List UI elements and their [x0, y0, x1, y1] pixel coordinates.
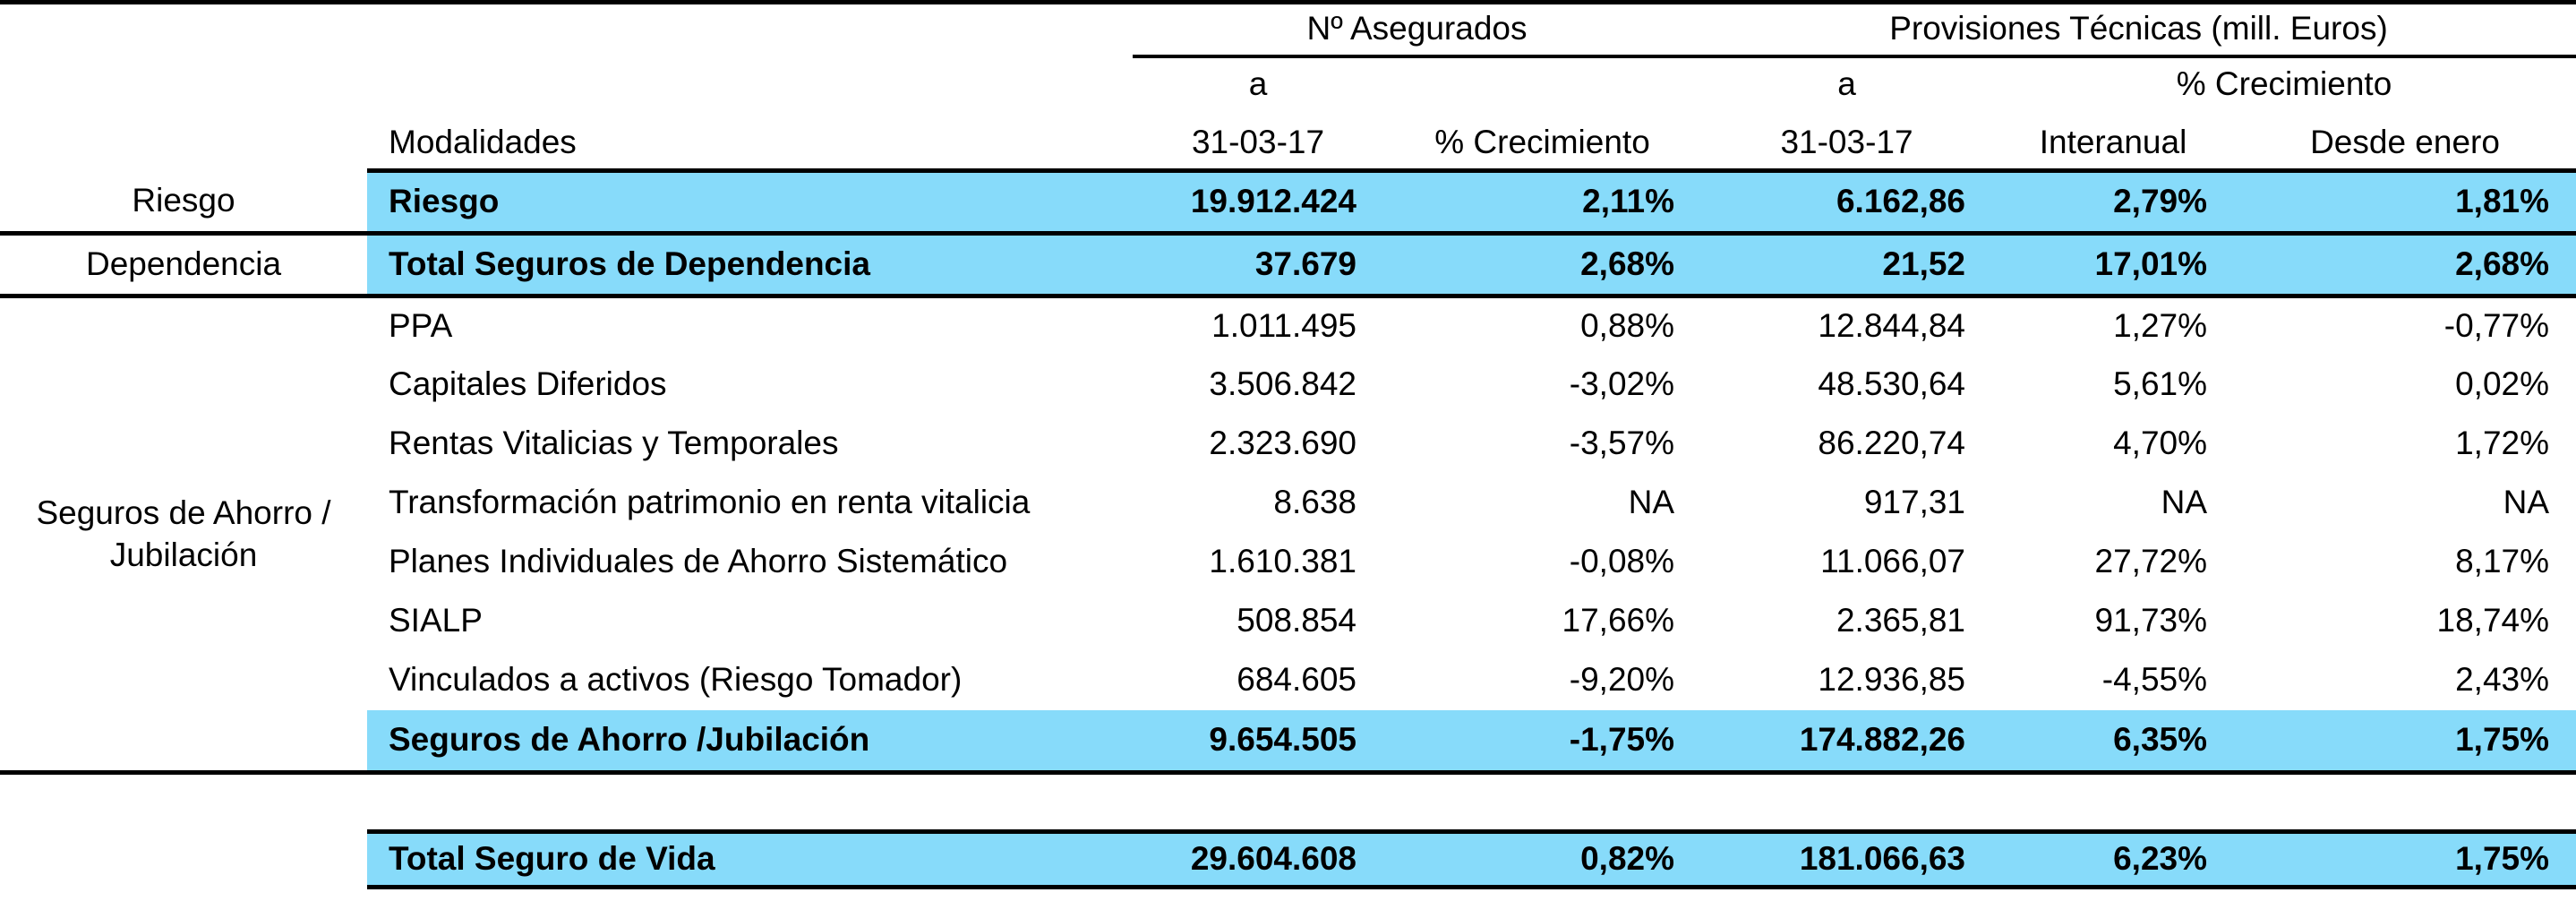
cell-desde-enero: 8,17% [2455, 543, 2550, 580]
cell-interanual: 2,79% [1992, 171, 2234, 234]
cell-interanual: 5,61% [2113, 365, 2208, 403]
cell-provisiones: 6.162,86 [1701, 171, 1992, 234]
table-row-transformacion [0, 474, 2576, 533]
cell-interanual: 27,72% [2094, 543, 2208, 580]
cell-desde-enero: 0,02% [2455, 365, 2550, 403]
empty-cell [0, 56, 367, 112]
cell-interanual: 6,23% [1992, 832, 2234, 888]
cell-interanual: 4,70% [2113, 425, 2208, 462]
row-label: Rentas Vitalicias y Temporales [389, 425, 839, 462]
row-label: PPA [389, 307, 453, 345]
cell-pct-crecimiento: -9,20% [1569, 661, 1675, 699]
header-interanual: Interanual [1992, 112, 2234, 171]
cell-n-asegurados: 37.679 [1133, 234, 1383, 296]
cell-desde-enero: -0,77% [2443, 307, 2550, 345]
cell-pct-crecimiento: -0,08% [1569, 543, 1675, 580]
cell-desde-enero: 1,75% [2234, 832, 2576, 888]
row-label: Vinculados a activos (Riesgo Tomador) [389, 661, 963, 699]
table-row-riesgo [0, 171, 2576, 234]
cell-provisiones: 174.882,26 [1701, 710, 1992, 773]
header-group-row [0, 3, 2576, 56]
header-date-asegurados: 31-03-17 [1133, 112, 1383, 171]
cell-pct-crecimiento: NA [1628, 484, 1675, 521]
table-row-ppa [0, 296, 2576, 356]
cell-n-asegurados: 8.638 [1273, 484, 1356, 521]
cell-interanual: 1,27% [2113, 307, 2208, 345]
table-row-planes-individuales [0, 533, 2576, 592]
row-label: Transformación patrimonio en renta vitalicia [389, 484, 1031, 521]
cell-provisiones: 21,52 [1701, 234, 1992, 296]
cell-n-asegurados: 9.654.505 [1133, 710, 1383, 773]
empty-cell [1133, 773, 1383, 832]
cell-n-asegurados: 684.605 [1237, 661, 1356, 699]
spacer-row [0, 773, 2576, 832]
cell-provisiones: 11.066,07 [1820, 543, 1966, 580]
cell-interanual: 6,35% [1992, 710, 2234, 773]
row-label: Capitales Diferidos [389, 365, 667, 403]
table-row-sialp [0, 592, 2576, 651]
group-header-asegurados: Nº Asegurados [1133, 3, 1701, 56]
cell-n-asegurados: 2.323.690 [1209, 425, 1356, 462]
category-ahorro-line1: Seguros de Ahorro / [36, 494, 331, 532]
row-label: Total Seguros de Dependencia [367, 234, 1133, 296]
empty-cell [1383, 773, 1701, 832]
cell-provisiones: 917,31 [1863, 484, 1966, 521]
table-row-ahorro-subtotal [0, 710, 2576, 773]
header-modalidades: Modalidades [367, 112, 1133, 171]
cell-provisiones: 48.530,64 [1818, 365, 1966, 403]
empty-cell [367, 3, 1133, 56]
cell-n-asegurados: 29.604.608 [1133, 832, 1383, 888]
table-row-dependencia [0, 234, 2576, 296]
header-sub-row-2 [0, 112, 2576, 171]
header-growth-asegurados: % Crecimiento [1383, 112, 1701, 171]
header-desde-enero: Desde enero [2234, 112, 2576, 171]
empty-cell [367, 56, 1133, 112]
cell-n-asegurados: 1.011.495 [1211, 307, 1356, 345]
cell-pct-crecimiento: -3,57% [1569, 425, 1675, 462]
cell-n-asegurados: 508.854 [1237, 602, 1356, 639]
cell-pct-crecimiento: 17,66% [1562, 602, 1675, 639]
header-growth-group: % Crecimiento [2176, 65, 2392, 103]
group-header-provisiones: Provisiones Técnicas (mill. Euros) [1701, 3, 2576, 56]
cell-provisiones: 12.844,84 [1818, 307, 1966, 345]
empty-cell [0, 3, 367, 56]
cell-desde-enero: 1,81% [2234, 171, 2576, 234]
cell-interanual: 17,01% [1992, 234, 2234, 296]
cell-interanual: NA [2161, 484, 2208, 521]
cell-provisiones: 12.936,85 [1818, 661, 1966, 699]
cell-provisiones: 2.365,81 [1836, 602, 1966, 639]
cell-n-asegurados: 19.912.424 [1133, 171, 1383, 234]
cell-pct-crecimiento: 0,82% [1383, 832, 1701, 888]
cell-desde-enero: 1,72% [2455, 425, 2550, 462]
table-row-vinculados [0, 651, 2576, 710]
empty-cell [0, 773, 367, 832]
empty-cell [1701, 773, 1992, 832]
empty-cell [0, 112, 367, 171]
category-riesgo: Riesgo [0, 171, 367, 234]
header-a-provisiones: a [1837, 65, 1856, 103]
cell-pct-crecimiento: 2,11% [1383, 171, 1701, 234]
row-label: Planes Individuales de Ahorro Sistemático [389, 543, 1008, 580]
category-ahorro-jubilacion [0, 296, 367, 773]
empty-cell [367, 773, 1133, 832]
cell-desde-enero: NA [2503, 484, 2550, 521]
cell-interanual: 91,73% [2094, 602, 2208, 639]
header-sub-row-1 [0, 56, 2576, 112]
cell-interanual: -4,55% [2101, 661, 2208, 699]
cell-provisiones: 181.066,63 [1701, 832, 1992, 888]
empty-cell [1992, 773, 2234, 832]
category-dependencia: Dependencia [0, 234, 367, 296]
empty-cell [0, 832, 367, 888]
cell-pct-crecimiento: -1,75% [1383, 710, 1701, 773]
header-a-asegurados: a [1248, 65, 1268, 103]
table-row-rentas-vitalicias [0, 415, 2576, 474]
cell-pct-crecimiento: 0,88% [1580, 307, 1675, 345]
cell-desde-enero: 2,68% [2234, 234, 2576, 296]
row-label: Seguros de Ahorro /Jubilación [367, 710, 1133, 773]
header-date-provisiones: 31-03-17 [1701, 112, 1992, 171]
category-ahorro-line2: Jubilación [109, 536, 258, 573]
cell-n-asegurados: 3.506.842 [1209, 365, 1356, 403]
cell-desde-enero: 2,43% [2455, 661, 2550, 699]
empty-cell [2234, 773, 2576, 832]
cell-provisiones: 86.220,74 [1818, 425, 1966, 462]
cell-n-asegurados: 1.610.381 [1209, 543, 1356, 580]
row-label: SIALP [389, 602, 483, 639]
cell-desde-enero: 18,74% [2436, 602, 2550, 639]
cell-desde-enero: 1,75% [2234, 710, 2576, 773]
table-row-total-vida [0, 832, 2576, 888]
cell-pct-crecimiento: -3,02% [1569, 365, 1675, 403]
row-label: Total Seguro de Vida [367, 832, 1133, 888]
cell-pct-crecimiento: 2,68% [1383, 234, 1701, 296]
row-label: Riesgo [367, 171, 1133, 234]
empty-cell [1383, 56, 1701, 112]
table-row-capitales-diferidos [0, 356, 2576, 415]
